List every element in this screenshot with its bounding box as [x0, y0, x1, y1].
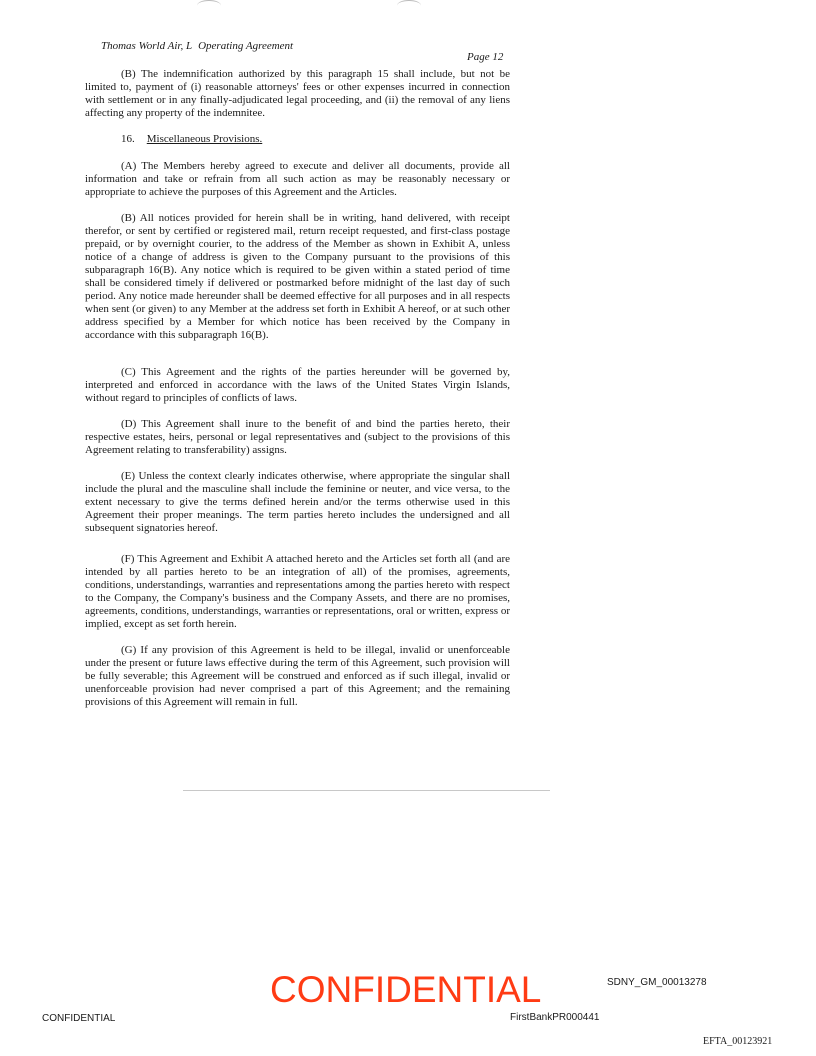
section-16-heading	[121, 133, 510, 146]
header-doc-title: Operating Agreement	[198, 40, 294, 52]
running-header	[101, 40, 293, 52]
section-16-number: 16.	[121, 133, 135, 145]
section-16-title: Miscellaneous Provisions.	[146, 133, 263, 145]
footnote-divider	[183, 790, 550, 791]
bates-sdny: SDNY_GM_00013278	[607, 977, 707, 988]
efta-id: EFTA_00123921	[703, 1036, 773, 1047]
paragraph-16c: (C) This Agreement and the rights of the parties hereunder will be governed by, interpreted and enforced in accordance with the laws of the United States Virgin Islands, without regard to principles of conflicts of laws.	[85, 366, 510, 404]
paragraph-15b: (B) The indemnification authorized by this paragraph 15 shall include, but not be limited to, payment of (i) reasonable attorneys' fees or other expenses incurred in connection with settlement or in any finally-adjudicated legal proceeding, and (ii) the removal of any liens affecting any property of the indemnitee.	[85, 68, 510, 119]
paragraph-16b: (B) All notices provided for herein shall be in writing, hand delivered, with receipt therefor, or sent by certified or registered mail, return receipt requested, and first-class postage prepaid, or by overnight courier, to the address of the Member as shown in Exhibit A, unless notice of a change of address is given to the Company pursuant to the provisions of this subparagraph 16(B). Any notice which is required to be given within a stated period of time shall be considered timely if delivered or postmarked before midnight of the last day of such period. Any notice made hereunder shall be deemed effective for all purposes and in all respects when sent (or given) to any Member at the address set forth in Exhibit A hereof, or at such other address specified by a Member for which notice has been received by the Company in accordance with this subparagraph 16(B).	[85, 212, 510, 341]
paragraph-16g: (G) If any provision of this Agreement is held to be illegal, invalid or unenforceable under the present or future laws effective during the term of this Agreement, such provision will be fully severable; this Agreement will be construed and enforced as if such illegal, invalid or unenforceable provision had never comprised a part of this Agreement; and the remaining provisions of this Agreement will remain in full.	[85, 644, 510, 708]
paragraph-16a: (A) The Members hereby agreed to execute and deliver all documents, provide all information and take or refrain from all such action as may be reasonably necessary or appropriate to achieve the purposes of this Agreement and the Articles.	[85, 160, 510, 198]
header-company: Thomas World Air, L	[101, 40, 193, 52]
scan-artifact-left	[197, 0, 221, 11]
paragraph-16e: (E) Unless the context clearly indicates otherwise, where appropriate the singular shall include the plural and the masculine shall include the feminine or neuter, and vice versa, to the extent necessary to give the terms defined herein and/or the terms otherwise used in this Agreement their proper meanings. The term parties hereto includes the undersigned and all subsequent signatories hereof.	[85, 470, 510, 534]
paragraph-16d: (D) This Agreement shall inure to the benefit of and bind the parties hereto, their respective estates, heirs, personal or legal representatives and (subject to the provisions of this Agreement relating to transferability) assigns.	[85, 418, 510, 456]
scan-artifact-right	[397, 0, 421, 11]
page-number: Page 12	[467, 51, 504, 63]
confidential-stamp: CONFIDENTIAL	[270, 969, 542, 1010]
document-body	[85, 68, 510, 709]
confidential-label: CONFIDENTIAL	[42, 1013, 116, 1024]
bates-firstbank: FirstBankPR000441	[510, 1012, 600, 1023]
paragraph-16f: (F) This Agreement and Exhibit A attached hereto and the Articles set forth all (and are intended by all parties hereto to be an integration of all) of the promises, agreements, conditions, understandings, warranties and representations among the parties hereto with respect to the Company, the Company's business and the Company Assets, and there are no promises, agreements, conditions, understandings, warranties or representations, oral or written, express or implied, except as set forth herein.	[85, 553, 510, 630]
